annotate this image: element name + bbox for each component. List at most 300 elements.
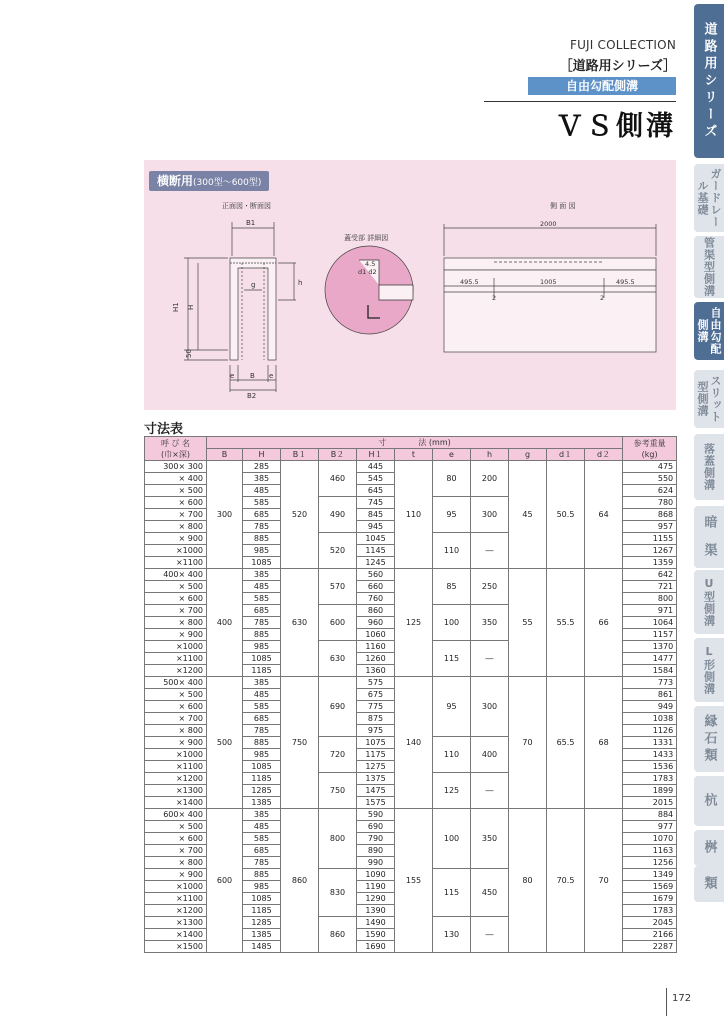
table-cell: 115 — [433, 641, 471, 677]
sidebar-tab-12[interactable] — [694, 830, 724, 866]
sidebar-tab-label: 縁石類 — [701, 713, 717, 765]
table-cell: 945 — [357, 521, 395, 533]
table-cell: × 600 — [145, 497, 207, 509]
table-cell: 520 — [319, 533, 357, 569]
table-cell: 885 — [243, 533, 281, 545]
category-band: 自由勾配側溝 — [528, 77, 676, 95]
table-cell: 560 — [357, 569, 395, 581]
table-cell: × 500 — [145, 485, 207, 497]
table-cell: 2015 — [623, 797, 677, 809]
table-title: 寸法表 — [144, 422, 184, 437]
table-cell: 1285 — [243, 917, 281, 929]
table-cell: 884 — [623, 809, 677, 821]
sidebar-tab-label: 道路用シリーズ — [701, 21, 717, 141]
table-cell: ×1000 — [145, 545, 207, 557]
table-cell: 1085 — [243, 893, 281, 905]
table-cell: 1267 — [623, 545, 677, 557]
table-cell: 1275 — [357, 761, 395, 773]
table-cell: 70.5 — [547, 809, 585, 953]
table-cell: ×1500 — [145, 941, 207, 953]
table-cell: 1285 — [243, 785, 281, 797]
table-cell: 300× 300 — [145, 461, 207, 473]
table-cell: × 700 — [145, 713, 207, 725]
table-cell: 985 — [243, 749, 281, 761]
table-cell: 868 — [623, 509, 677, 521]
table-cell: ×1100 — [145, 653, 207, 665]
table-cell: × 700 — [145, 605, 207, 617]
table-cell: 1485 — [243, 941, 281, 953]
table-cell: 1690 — [357, 941, 395, 953]
table-cell: × 700 — [145, 509, 207, 521]
table-cell: 1185 — [243, 773, 281, 785]
figure-label-sub: (300型～600型) — [193, 178, 262, 188]
table-cell: 1331 — [623, 737, 677, 749]
table-cell: ×1400 — [145, 797, 207, 809]
header-divider — [484, 101, 676, 102]
col-weight-header — [623, 437, 677, 461]
sidebar-tab-label: 自由勾配側溝 — [696, 307, 722, 355]
col-header-9: d１ — [547, 449, 585, 461]
table-cell: 1090 — [357, 869, 395, 881]
table-cell: 110 — [433, 737, 471, 773]
table-cell: 585 — [243, 593, 281, 605]
table-cell: 642 — [623, 569, 677, 581]
sidebar-tab-label: U型側溝 — [702, 577, 716, 627]
dim-h1: H1 — [172, 302, 180, 312]
col-header-10: d２ — [585, 449, 623, 461]
table-cell: 100 — [433, 809, 471, 869]
table-cell: 485 — [243, 821, 281, 833]
table-cell: 80 — [509, 809, 547, 953]
table-cell: ×1100 — [145, 761, 207, 773]
table-cell: 1157 — [623, 629, 677, 641]
sidebar-tab-label: 暗 — [701, 514, 717, 532]
table-cell: 785 — [243, 521, 281, 533]
dim-gap-left: 2 — [492, 294, 497, 302]
table-cell: × 600 — [145, 593, 207, 605]
table-cell: ×1100 — [145, 557, 207, 569]
sidebar — [694, 0, 724, 1024]
sidebar-tab-label: スリット型側溝 — [696, 375, 722, 423]
table-cell: 55.5 — [547, 569, 585, 677]
dim-h: H — [187, 304, 195, 310]
table-cell: 100 — [433, 605, 471, 641]
sidebar-tab-label: 管渠型側溝 — [702, 237, 716, 297]
table-cell: 2166 — [623, 929, 677, 941]
dim-b: B — [250, 372, 255, 380]
table-cell: 1536 — [623, 761, 677, 773]
table-cell: 485 — [243, 581, 281, 593]
table-cell: 1075 — [357, 737, 395, 749]
table-cell: 1385 — [243, 797, 281, 809]
dim-2000: 2000 — [540, 220, 557, 228]
table-cell: 773 — [623, 677, 677, 689]
table-row — [145, 461, 677, 473]
col-header-6: e — [433, 449, 471, 461]
table-cell: 95 — [433, 677, 471, 737]
table-cell: 110 — [433, 533, 471, 569]
table-cell: × 500 — [145, 581, 207, 593]
table-cell: 885 — [243, 737, 281, 749]
table-cell: 585 — [243, 497, 281, 509]
page-number: 172 — [672, 993, 692, 1004]
table-cell: × 800 — [145, 857, 207, 869]
figure-label — [149, 171, 269, 191]
dim-g: g — [251, 281, 256, 289]
table-cell: 860 — [281, 809, 319, 953]
dim-e-left: e — [230, 372, 235, 380]
col-header-0: B — [207, 449, 243, 461]
page-title: ＶＳ側溝 — [556, 111, 676, 142]
table-cell: 1569 — [623, 881, 677, 893]
table-cell: 949 — [623, 701, 677, 713]
table-cell: 575 — [357, 677, 395, 689]
figure-panel — [144, 160, 676, 410]
table-cell: 550 — [623, 473, 677, 485]
dim-50: 50 — [185, 349, 193, 358]
table-cell: 1390 — [357, 905, 395, 917]
table-cell: 500 — [207, 677, 243, 809]
table-cell: 80 — [433, 461, 471, 497]
sidebar-tab-label: 杭 — [701, 792, 717, 810]
table-cell: 885 — [243, 629, 281, 641]
table-cell: 125 — [395, 569, 433, 677]
table-cell: 1185 — [243, 665, 281, 677]
table-cell: 685 — [243, 605, 281, 617]
table-cell: 1433 — [623, 749, 677, 761]
table-cell: 860 — [319, 917, 357, 953]
table-cell: 1290 — [357, 893, 395, 905]
table-cell: × 900 — [145, 737, 207, 749]
table-cell: 2287 — [623, 941, 677, 953]
table-cell: 300 — [207, 461, 243, 569]
table-cell: 720 — [319, 737, 357, 773]
table-cell: 1160 — [357, 641, 395, 653]
table-cell: 1060 — [357, 629, 395, 641]
table-cell: 140 — [395, 677, 433, 809]
table-cell: 775 — [357, 701, 395, 713]
table-cell: 890 — [357, 845, 395, 857]
table-cell: 1679 — [623, 893, 677, 905]
table-cell: 385 — [243, 569, 281, 581]
table-cell: 1145 — [357, 545, 395, 557]
table-cell: 95 — [433, 497, 471, 533]
table-cell: ×1000 — [145, 881, 207, 893]
table-cell: 1359 — [623, 557, 677, 569]
table-cell: 64 — [585, 461, 623, 569]
table-cell: 1590 — [357, 929, 395, 941]
table-cell: 1584 — [623, 665, 677, 677]
sidebar-tab-label: L形側溝 — [702, 645, 716, 695]
dim-b2: B2 — [247, 392, 257, 400]
table-cell: 1783 — [623, 905, 677, 917]
table-cell: 690 — [357, 821, 395, 833]
col-name-header — [145, 437, 207, 461]
table-cell: 400× 400 — [145, 569, 207, 581]
table-cell: 1085 — [243, 761, 281, 773]
table-cell: 85 — [433, 569, 471, 605]
table-cell: 685 — [243, 845, 281, 857]
table-cell: 985 — [243, 545, 281, 557]
table-cell: 445 — [357, 461, 395, 473]
table-cell: 1385 — [243, 929, 281, 941]
table-cell: 125 — [433, 773, 471, 809]
sidebar-tab-label: 落蓋側溝 — [702, 443, 716, 491]
table-cell: × 700 — [145, 845, 207, 857]
table-cell: 50.5 — [547, 461, 585, 569]
table-cell: 721 — [623, 581, 677, 593]
table-cell: 65.5 — [547, 677, 585, 809]
table-cell: 960 — [357, 617, 395, 629]
table-cell: ×1200 — [145, 665, 207, 677]
table-cell: 990 — [357, 857, 395, 869]
dim-gap-right: 2 — [600, 294, 605, 302]
table-cell: 1899 — [623, 785, 677, 797]
table-cell: 750 — [281, 677, 319, 809]
brand-label: FUJI COLLECTION — [569, 38, 676, 52]
table-cell: 460 — [319, 461, 357, 497]
col-header-8: g — [509, 449, 547, 461]
table-cell: 1038 — [623, 713, 677, 725]
detail-title: 蓋受部 詳細図 — [344, 234, 389, 242]
table-cell: 400 — [207, 569, 243, 677]
table-cell: 1185 — [243, 905, 281, 917]
table-cell: 55 — [509, 569, 547, 677]
series-label: ［道路用シリーズ］ — [559, 59, 676, 74]
col-name-main: 呼 び 名 — [160, 438, 191, 448]
table-cell: 971 — [623, 605, 677, 617]
table-cell: × 500 — [145, 689, 207, 701]
table-cell: ×1200 — [145, 773, 207, 785]
table-cell: ― — [471, 641, 509, 677]
table-cell: 1085 — [243, 557, 281, 569]
table-cell: 45 — [509, 461, 547, 569]
table-cell: 785 — [243, 617, 281, 629]
dim-d1-d2: d1 d2 — [358, 268, 377, 276]
col-header-7: h — [471, 449, 509, 461]
col-weight-unit: (kg) — [641, 449, 658, 459]
dim-e-right: e — [269, 372, 274, 380]
table-cell: 1360 — [357, 665, 395, 677]
table-cell: 1575 — [357, 797, 395, 809]
table-cell: 630 — [281, 569, 319, 677]
col-header-3: B２ — [319, 449, 357, 461]
table-cell: ×1200 — [145, 905, 207, 917]
table-cell: 660 — [357, 581, 395, 593]
table-cell: 600 — [319, 605, 357, 641]
dim-b1: B1 — [246, 219, 256, 227]
table-cell: 1190 — [357, 881, 395, 893]
table-cell: 1475 — [357, 785, 395, 797]
sidebar-tab-11[interactable] — [694, 776, 724, 826]
table-row — [145, 569, 677, 581]
table-cell: 645 — [357, 485, 395, 497]
table-cell: 860 — [357, 605, 395, 617]
table-cell: ×1000 — [145, 641, 207, 653]
table-cell: 685 — [243, 509, 281, 521]
table-cell: 475 — [623, 461, 677, 473]
sidebar-tab-label: 類 — [701, 875, 717, 893]
dim-495-right: 495.5 — [616, 278, 635, 286]
table-cell: 790 — [357, 833, 395, 845]
table-cell: × 900 — [145, 869, 207, 881]
sidebar-tab-10[interactable] — [694, 706, 724, 772]
table-cell: 500× 400 — [145, 677, 207, 689]
front-view-title: 正面図・断面図 — [222, 202, 271, 210]
table-cell: × 600 — [145, 833, 207, 845]
table-cell: × 800 — [145, 617, 207, 629]
table-cell: 570 — [319, 569, 357, 605]
sidebar-tab-4[interactable] — [694, 370, 724, 428]
table-cell: 155 — [395, 809, 433, 953]
table-cell: 110 — [395, 461, 433, 569]
table-cell: × 800 — [145, 521, 207, 533]
dim-h-small: h — [298, 279, 303, 287]
table-cell: 585 — [243, 833, 281, 845]
figure-label-main: 横断用 — [157, 174, 194, 188]
table-cell: 675 — [357, 689, 395, 701]
table-cell: 130 — [433, 917, 471, 953]
table-cell: 985 — [243, 641, 281, 653]
table-cell: 285 — [243, 461, 281, 473]
table-cell: 1070 — [623, 833, 677, 845]
table-cell: 1477 — [623, 653, 677, 665]
col-header-1: H — [243, 449, 281, 461]
table-cell: ×1300 — [145, 917, 207, 929]
col-header-5: t — [395, 449, 433, 461]
sidebar-tab-0[interactable] — [694, 4, 724, 158]
table-cell: ― — [471, 773, 509, 809]
table-cell: 300 — [471, 497, 509, 533]
table-cell: ×1400 — [145, 929, 207, 941]
dim-495-left: 495.5 — [460, 278, 479, 286]
table-cell: 490 — [319, 497, 357, 533]
sidebar-tab-9[interactable] — [694, 638, 724, 702]
table-cell: 1045 — [357, 533, 395, 545]
table-cell: 690 — [319, 677, 357, 737]
table-cell: 1163 — [623, 845, 677, 857]
sidebar-tab-label: 渠 — [701, 542, 717, 560]
table-cell: ×1000 — [145, 749, 207, 761]
table-cell: 520 — [281, 461, 319, 569]
table-row — [145, 809, 677, 821]
sidebar-tab-3[interactable] — [694, 302, 724, 360]
table-cell: 250 — [471, 569, 509, 605]
drawing — [144, 160, 676, 410]
table-cell: 450 — [471, 869, 509, 917]
table-cell: × 900 — [145, 629, 207, 641]
table-cell: 485 — [243, 689, 281, 701]
table-cell: 350 — [471, 605, 509, 641]
sidebar-tab-2[interactable] — [694, 236, 724, 298]
table-cell: 975 — [357, 725, 395, 737]
table-cell: 1064 — [623, 617, 677, 629]
table-cell: 1126 — [623, 725, 677, 737]
table-cell: 785 — [243, 857, 281, 869]
table-cell: 68 — [585, 677, 623, 809]
table-cell: 800 — [319, 809, 357, 869]
table-cell: 630 — [319, 641, 357, 677]
sidebar-tab-1[interactable] — [694, 164, 724, 232]
table-cell: 785 — [243, 725, 281, 737]
table-cell: 1260 — [357, 653, 395, 665]
table-cell: × 900 — [145, 533, 207, 545]
table-cell: 485 — [243, 485, 281, 497]
table-cell: 1245 — [357, 557, 395, 569]
table-cell: 545 — [357, 473, 395, 485]
table-cell: 977 — [623, 821, 677, 833]
table-cell: 385 — [243, 677, 281, 689]
side-view-title: 側 面 図 — [550, 202, 576, 210]
table-cell: 861 — [623, 689, 677, 701]
table-cell: 385 — [243, 473, 281, 485]
table-cell: 685 — [243, 713, 281, 725]
col-header-2: B１ — [281, 449, 319, 461]
table-cell: × 500 — [145, 821, 207, 833]
table-cell: 585 — [243, 701, 281, 713]
col-dims-header: 寸 法 (mm) — [207, 437, 623, 449]
col-name-sub: (巾×深) — [161, 449, 190, 459]
sidebar-tab-label: ガードレール基礎 — [696, 168, 722, 228]
table-cell: 600 — [207, 809, 243, 953]
table-cell: 780 — [623, 497, 677, 509]
table-cell: 600× 400 — [145, 809, 207, 821]
table-cell: 70 — [509, 677, 547, 809]
dim-1005: 1005 — [540, 278, 557, 286]
table-cell: 1256 — [623, 857, 677, 869]
table-cell: 624 — [623, 485, 677, 497]
page-number-rule — [666, 988, 667, 1016]
table-cell: 1783 — [623, 773, 677, 785]
table-cell: ― — [471, 533, 509, 569]
table-row — [145, 677, 677, 689]
table-cell: 1155 — [623, 533, 677, 545]
table-cell: ×1300 — [145, 785, 207, 797]
table-cell: 800 — [623, 593, 677, 605]
sidebar-tab-7[interactable] — [694, 534, 724, 568]
sidebar-tab-5[interactable] — [694, 434, 724, 500]
table-cell: 875 — [357, 713, 395, 725]
table-cell: 845 — [357, 509, 395, 521]
sidebar-tab-13[interactable] — [694, 866, 724, 902]
table-cell: 400 — [471, 737, 509, 773]
table-cell: 1375 — [357, 773, 395, 785]
table-cell: 745 — [357, 497, 395, 509]
table-cell: 1349 — [623, 869, 677, 881]
sidebar-tab-8[interactable] — [694, 570, 724, 634]
sidebar-tab-label: 桝 — [701, 839, 717, 857]
table-cell: 200 — [471, 461, 509, 497]
dim-4-5: 4.5 — [365, 260, 376, 268]
table-cell: 885 — [243, 869, 281, 881]
table-cell: 385 — [243, 809, 281, 821]
table-cell: 830 — [319, 869, 357, 917]
col-header-4: H１ — [357, 449, 395, 461]
table-cell: 590 — [357, 809, 395, 821]
table-cell: 350 — [471, 809, 509, 869]
table-cell: 70 — [585, 809, 623, 953]
table-cell: 1490 — [357, 917, 395, 929]
table-cell: 750 — [319, 773, 357, 809]
col-weight-main: 参考重量 — [633, 438, 666, 448]
dimension-table — [144, 436, 677, 953]
table-cell: × 600 — [145, 701, 207, 713]
table-cell: 66 — [585, 569, 623, 677]
table-cell: 2045 — [623, 917, 677, 929]
table-cell: 1175 — [357, 749, 395, 761]
table-cell: ― — [471, 917, 509, 953]
table-cell: 957 — [623, 521, 677, 533]
